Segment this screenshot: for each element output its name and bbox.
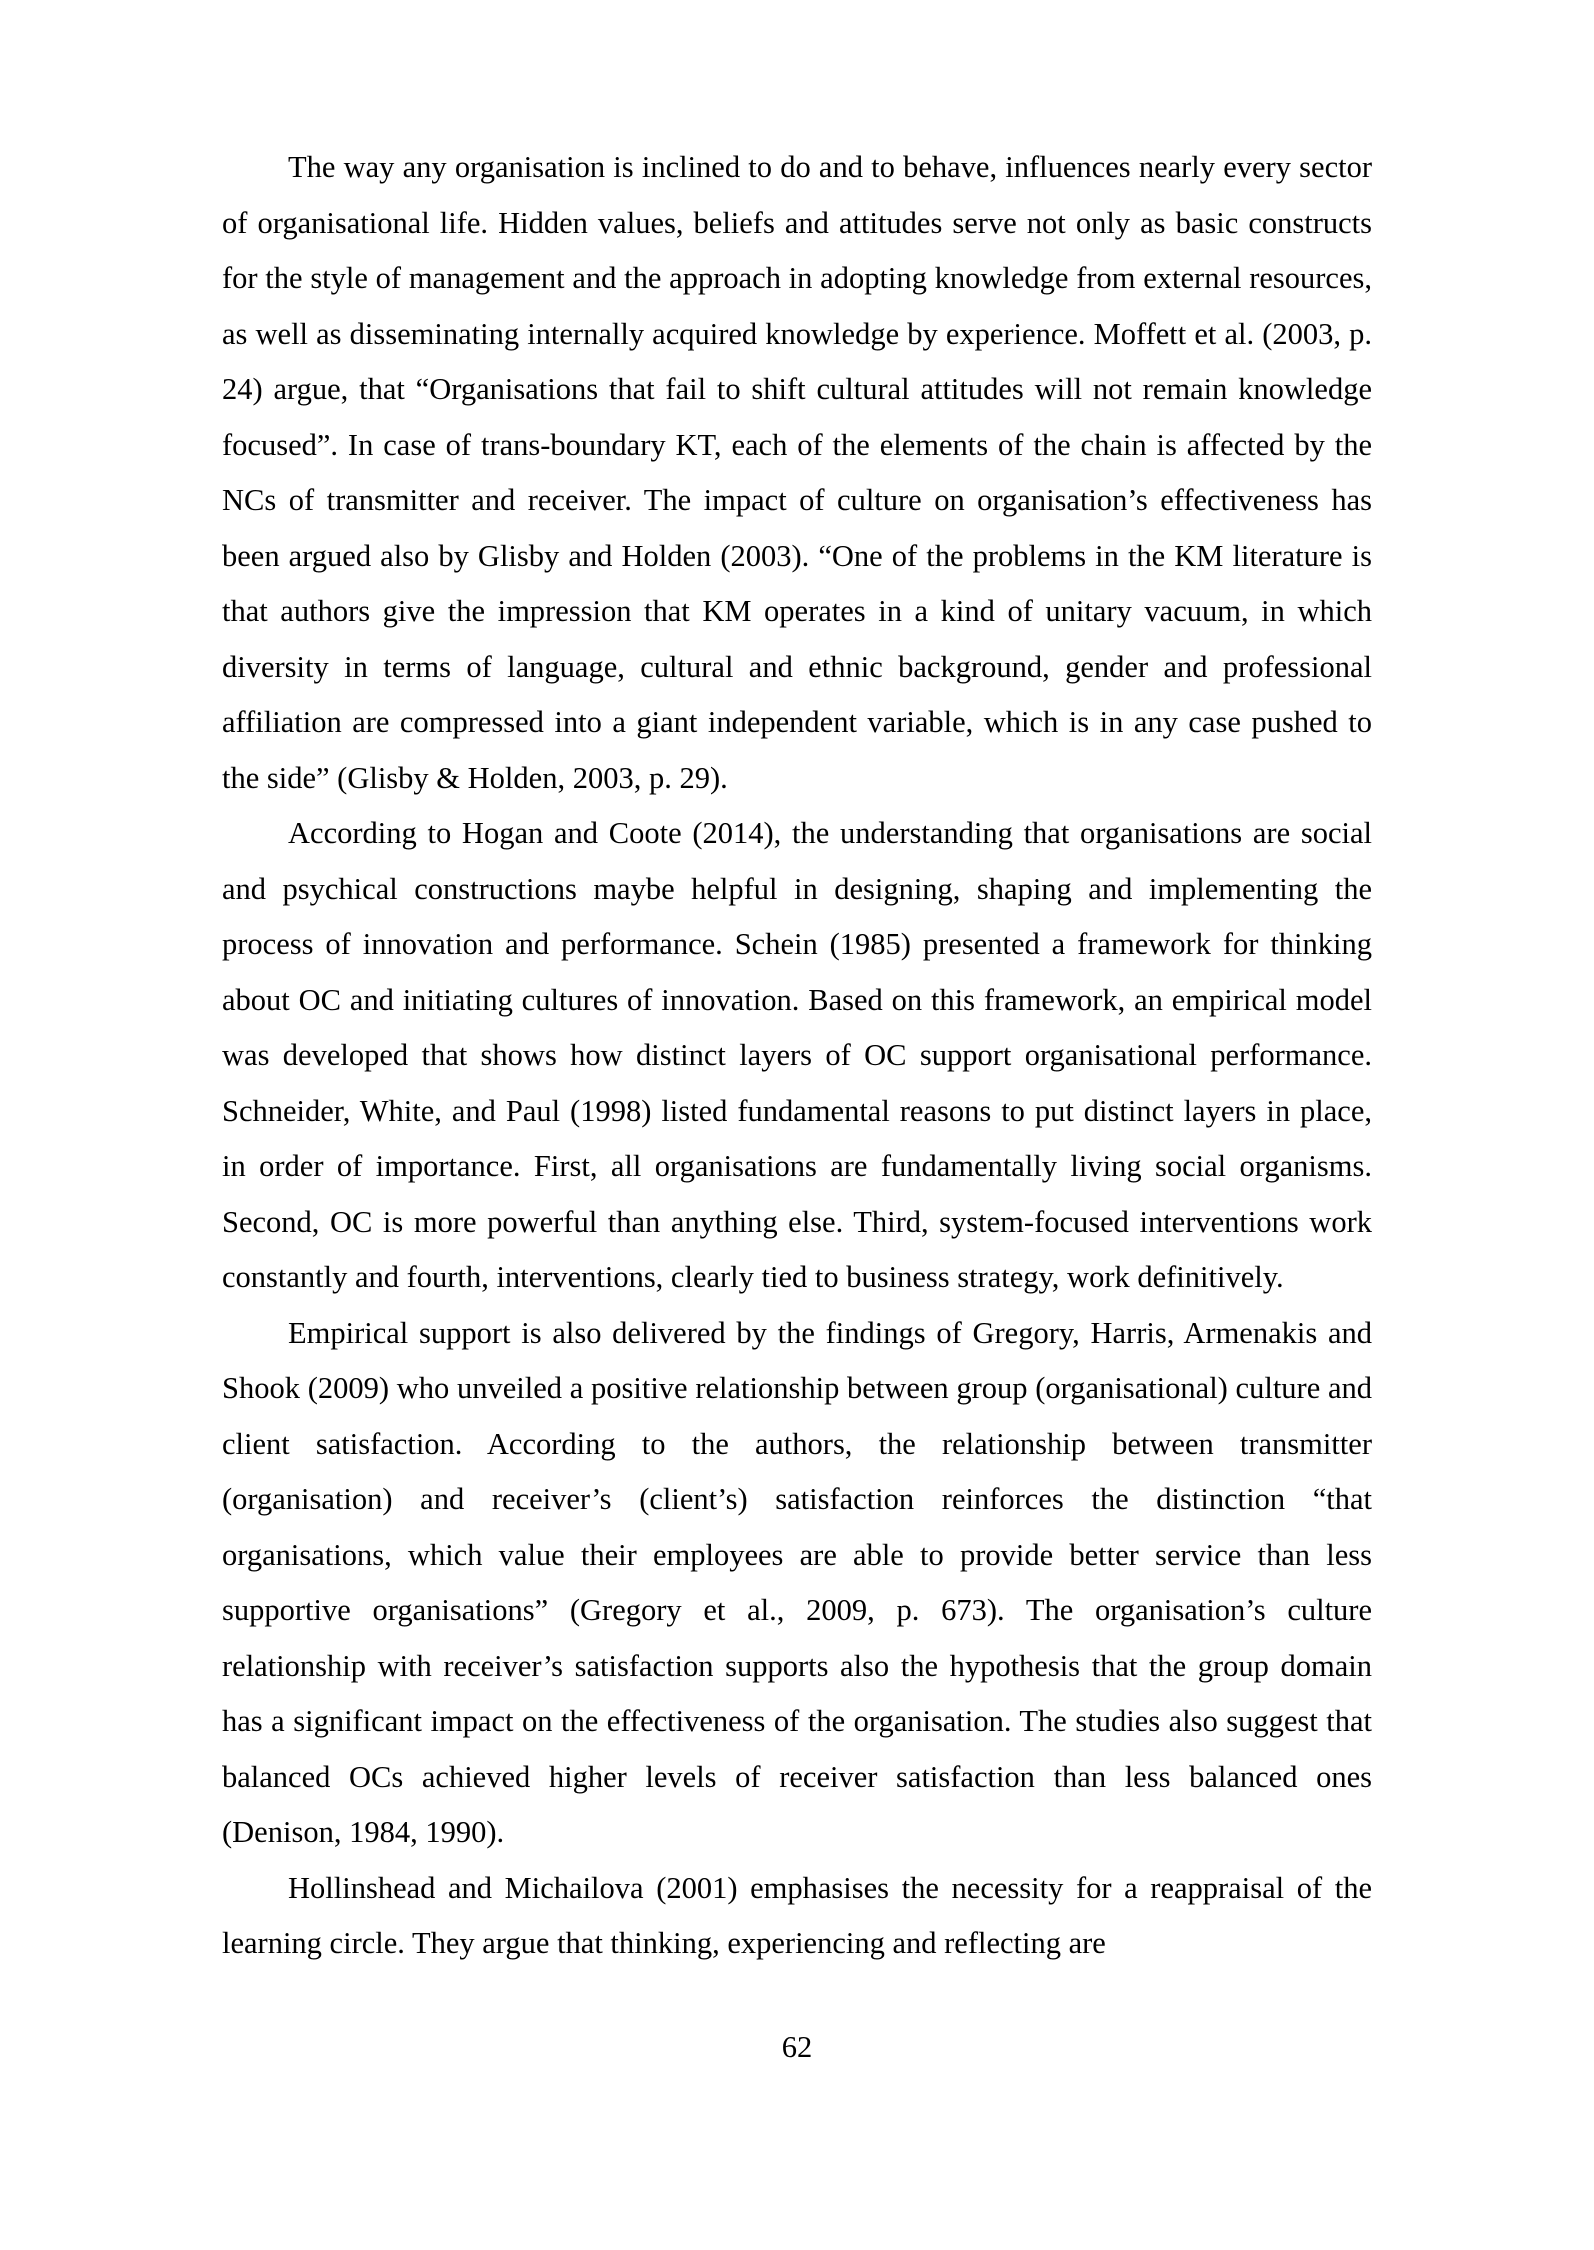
paragraph-2: According to Hogan and Coote (2014), the understanding that organisations are social and psychical constructions maybe helpful in designing, shaping and implementing the process of innovation and performance. Schein (1985) presented a framework for thinking about OC and initiating cultures of innovation. Based on this framework, an empirical model was developed that shows how distinct layers of OC support organisational performance. Schneider, White, and Paul (1998) listed fundamental reasons to put distinct layers in place, in order of importance. First, all organisations are fundamentally living social organisms. Second, OC is more powerful than anything else. Third, system-focused interventions work constantly and fourth, interventions, clearly tied to business strategy, work definitively. (222, 816, 1372, 1294)
page-body (222, 140, 1372, 1972)
paragraph-1: The way any organisation is inclined to do and to behave, influences nearly every sector of organisational life. Hidden values, beliefs and attitudes serve not only as basic constructs for the style of management and the approach in adopting knowledge from external resources, as well as disseminating internally acquired knowledge by experience. Moffett et al. (2003, p. 24) argue, that “Organisations that fail to shift cultural attitudes will not remain knowledge focused”. In case of trans-boundary KT, each of the elements of the chain is affected by the NCs of transmitter and receiver. The impact of culture on organisation’s effectiveness has been argued also by Glisby and Holden (2003). “One of the problems in the KM literature is that authors give the impression that KM operates in a kind of unitary vacuum, in which diversity in terms of language, cultural and ethnic background, gender and professional affiliation are compressed into a giant independent variable, which is in any case pushed to the side” (Glisby & Holden, 2003, p. 29). (222, 150, 1372, 795)
paragraph-4: Hollinshead and Michailova (2001) emphasises the necessity for a reappraisal of the learning circle. They argue that thinking, experiencing and reflecting are (222, 1870, 1372, 1960)
page-number: 62 (781, 2030, 813, 2064)
paragraph-3: Empirical support is also delivered by the findings of Gregory, Harris, Armenakis and Shook (2009) who unveiled a positive relationship between group (organisational) culture and client satisfaction. According to the authors, the relationship between transmitter (organisation) and receiver’s (client’s) satisfaction reinforces the distinction “that organisations, which value their employees are able to provide better service than less supportive organisations” (Gregory et al., 2009, p. 673). The organisation’s culture relationship with receiver’s satisfaction supports also the hypothesis that the group domain has a significant impact on the effectiveness of the organisation. The studies also suggest that balanced OCs achieved higher levels of receiver satisfaction than less balanced ones (Denison, 1984, 1990). (222, 1315, 1372, 1849)
